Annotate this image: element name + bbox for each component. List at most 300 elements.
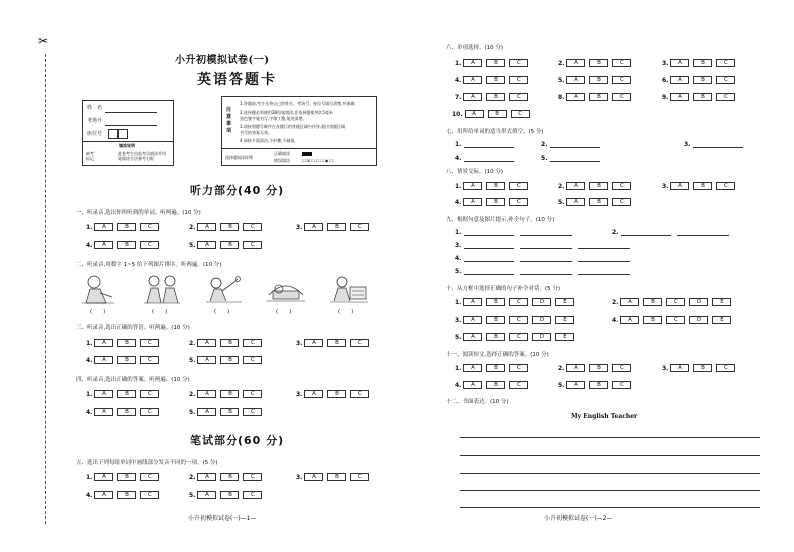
divider (222, 148, 377, 149)
option-a[interactable]: A (304, 339, 323, 347)
order-blank-5[interactable]: ( ) (338, 309, 354, 315)
section-7-title: 七、用所给单词的适当形式填空。(5 分) (446, 129, 544, 135)
q-num: 3. (296, 390, 303, 398)
option-b[interactable]: B (693, 59, 712, 67)
option-b[interactable]: B (486, 93, 505, 101)
q-num: 2. (189, 390, 196, 398)
option-a[interactable]: A (670, 59, 689, 67)
answer-row (86, 223, 163, 231)
answer-row (86, 473, 163, 481)
option-c[interactable]: C (509, 182, 528, 190)
answer-row (189, 408, 266, 416)
option-a[interactable]: A (463, 381, 482, 389)
answer-row (189, 339, 266, 347)
q-num: 5. (189, 356, 196, 364)
answer-row (296, 390, 373, 398)
option-a[interactable]: A (94, 339, 113, 347)
option-e[interactable]: E (555, 316, 574, 324)
option-b[interactable]: B (117, 356, 136, 364)
option-b[interactable]: B (117, 473, 136, 481)
notice-line-1: 1.答题前,考生先将自己的姓名、考场号、座位号填写清楚,并准确 (240, 101, 355, 106)
picture-4 (265, 273, 307, 305)
answer-row (189, 356, 266, 364)
section-8-title: 八、情景交际。(10 分) (446, 169, 504, 175)
option-a[interactable]: A (463, 316, 482, 324)
option-b[interactable]: B (220, 390, 239, 398)
option-a[interactable]: A (197, 223, 216, 231)
option-b[interactable]: B (693, 93, 712, 101)
option-b[interactable]: B (220, 241, 239, 249)
q-num: 1. (455, 182, 462, 190)
option-c[interactable]: C (612, 93, 631, 101)
option-c[interactable]: C (509, 93, 528, 101)
blank-line[interactable] (693, 147, 743, 148)
section-1-title: 一、听录音,选出你所听到的单词。听两遍。(10 分) (76, 210, 201, 216)
section-3-title: 三、听录音,选出正确的答语。听两遍。(10 分) (76, 325, 190, 331)
answer-row (558, 59, 635, 67)
option-c[interactable]: C (140, 390, 159, 398)
written-title: 笔试部分(60 分) (190, 434, 285, 447)
option-b[interactable]: B (117, 408, 136, 416)
option-c[interactable]: C (243, 491, 262, 499)
option-a[interactable]: A (197, 491, 216, 499)
q-num: 4. (455, 76, 462, 84)
option-e[interactable]: E (712, 316, 731, 324)
option-c[interactable]: C (243, 408, 262, 416)
option-a[interactable]: A (620, 298, 639, 306)
option-a[interactable]: A (94, 473, 113, 481)
option-a[interactable]: A (463, 182, 482, 190)
blank-line[interactable] (464, 248, 514, 249)
option-a[interactable]: A (94, 390, 113, 398)
student-info-box (82, 100, 174, 166)
option-b[interactable]: B (693, 76, 712, 84)
option-d[interactable]: D (532, 333, 551, 341)
seat-box-1[interactable] (108, 129, 118, 139)
option-b[interactable]: B (220, 223, 239, 231)
option-b[interactable]: B (486, 381, 505, 389)
option-c[interactable]: C (140, 356, 159, 364)
essay-title: My English Teacher (571, 413, 638, 420)
q-num: 3. (662, 364, 669, 372)
blank-line[interactable] (464, 261, 514, 262)
option-b[interactable]: B (486, 59, 505, 67)
picture-5 (328, 273, 370, 305)
option-c[interactable]: C (612, 364, 631, 372)
q-num: 5. (189, 241, 196, 249)
answer-row (296, 223, 373, 231)
q-num: 5. (455, 268, 462, 275)
q-num: 3. (684, 141, 691, 148)
answer-row (296, 339, 373, 347)
option-a[interactable]: A (670, 182, 689, 190)
option-c[interactable]: C (243, 356, 262, 364)
option-c[interactable]: C (612, 381, 631, 389)
q-num: 3. (296, 339, 303, 347)
option-c[interactable]: C (140, 408, 159, 416)
option-c[interactable]: C (612, 198, 631, 206)
option-a[interactable]: A (463, 59, 482, 67)
option-b[interactable]: B (117, 241, 136, 249)
option-a[interactable]: A (566, 59, 585, 67)
option-c[interactable]: C (509, 59, 528, 67)
option-c[interactable]: C (350, 223, 369, 231)
option-b[interactable]: B (589, 59, 608, 67)
option-a[interactable]: A (197, 241, 216, 249)
option-a[interactable]: A (670, 364, 689, 372)
option-c[interactable]: C (350, 473, 369, 481)
q-num: 5. (558, 381, 565, 389)
option-c[interactable]: C (243, 390, 262, 398)
notice-line-3: 黑色签字笔书写,字体工整,笔迹清楚。 (240, 116, 307, 121)
option-b[interactable]: B (589, 198, 608, 206)
option-c[interactable]: C (716, 76, 735, 84)
page-footer-left: 小升初模拟试卷(一)—1— (188, 515, 257, 522)
blank-line[interactable] (550, 161, 600, 162)
blank-line[interactable] (520, 248, 572, 249)
q-num: 4. (86, 491, 93, 499)
q-num: 3. (662, 59, 669, 67)
exam-no-label: 考场号 (87, 118, 103, 124)
option-e[interactable]: E (555, 298, 574, 306)
q-num: 5. (541, 155, 548, 162)
answer-row (189, 491, 266, 499)
option-b[interactable]: B (589, 381, 608, 389)
writing-line[interactable] (460, 455, 760, 456)
answer-row (455, 364, 532, 372)
option-b[interactable]: B (117, 339, 136, 347)
option-c[interactable]: C (140, 339, 159, 347)
option-b[interactable]: B (486, 76, 505, 84)
answer-row (455, 182, 532, 190)
option-c[interactable]: C (509, 333, 528, 341)
option-b[interactable]: B (327, 339, 346, 347)
option-b[interactable]: B (220, 339, 239, 347)
q-num: 4. (86, 356, 93, 364)
notice-label: 注意事项 (226, 107, 232, 134)
option-b[interactable]: B (117, 390, 136, 398)
name-label: 姓 名 (87, 105, 103, 111)
q-num: 2. (189, 473, 196, 481)
answer-row (558, 182, 635, 190)
option-c[interactable]: C (612, 59, 631, 67)
section-12-title: 十二、书面表达。(10 分) (446, 399, 509, 405)
option-c[interactable]: C (716, 59, 735, 67)
blank-line[interactable] (550, 147, 600, 148)
option-a[interactable]: A (566, 364, 585, 372)
option-a[interactable]: A (94, 223, 113, 231)
blank-line[interactable] (464, 274, 514, 275)
blank-line[interactable] (677, 235, 729, 236)
blank-line[interactable] (520, 235, 572, 236)
answer-row (612, 316, 735, 324)
q-num: 1. (455, 229, 462, 236)
option-a[interactable]: A (197, 408, 216, 416)
option-b[interactable]: B (117, 491, 136, 499)
option-c[interactable]: C (350, 339, 369, 347)
answer-row (86, 491, 163, 499)
option-b[interactable]: B (117, 223, 136, 231)
writing-line[interactable] (460, 507, 760, 508)
option-a[interactable]: A (566, 93, 585, 101)
option-a[interactable]: A (304, 473, 323, 481)
order-blank-2[interactable]: ( ) (152, 309, 168, 315)
seat-box-2[interactable] (118, 129, 128, 139)
option-b[interactable]: B (220, 408, 239, 416)
option-c[interactable]: C (509, 381, 528, 389)
option-b[interactable]: B (589, 364, 608, 372)
option-b[interactable]: B (643, 298, 662, 306)
answer-row (189, 473, 266, 481)
blank-line[interactable] (464, 235, 514, 236)
order-blank-3[interactable]: ( ) (214, 309, 230, 315)
q-num: 9. (662, 93, 669, 101)
option-b[interactable]: B (327, 473, 346, 481)
q-num: 1. (455, 298, 462, 306)
name-field[interactable] (105, 112, 157, 113)
answer-row (86, 390, 163, 398)
q-num: 5. (558, 76, 565, 84)
option-b[interactable]: B (220, 473, 239, 481)
option-a[interactable]: A (463, 93, 482, 101)
answer-row (452, 110, 534, 118)
answer-row (455, 333, 578, 341)
q-num: 10. (452, 110, 463, 118)
q-num: 1. (455, 59, 462, 67)
answer-row (296, 473, 373, 481)
q-num: 1. (86, 473, 93, 481)
exam-title: 小升初模拟试卷(一) (175, 55, 270, 66)
q-num: 4. (86, 241, 93, 249)
answer-row (86, 339, 163, 347)
section-11-title: 十一、阅读短文,选择正确的答案。(10 分) (446, 352, 549, 358)
option-a[interactable]: A (670, 93, 689, 101)
q-num: 1. (455, 141, 462, 148)
answer-row (455, 298, 578, 306)
q-num: 1. (86, 223, 93, 231)
option-a[interactable]: A (566, 182, 585, 190)
writing-line[interactable] (460, 437, 760, 438)
option-c[interactable]: C (140, 491, 159, 499)
answer-row (558, 364, 635, 372)
picture-1 (80, 273, 116, 305)
q-num: 4. (455, 255, 462, 262)
option-c[interactable]: C (140, 473, 159, 481)
option-c[interactable]: C (509, 316, 528, 324)
option-a[interactable]: A (94, 491, 113, 499)
option-b[interactable]: B (220, 491, 239, 499)
notice-line-6: 4.保持卡面清洁,不折叠,不破损。 (240, 138, 299, 143)
answer-row (455, 76, 532, 84)
q-num: 2. (612, 229, 619, 236)
q-num: 5. (455, 333, 462, 341)
option-c[interactable]: C (140, 223, 159, 231)
q-num: 5. (189, 491, 196, 499)
option-b[interactable]: B (220, 356, 239, 364)
option-b[interactable]: B (327, 390, 346, 398)
picture-3 (204, 273, 244, 305)
q-num: 5. (189, 408, 196, 416)
option-d[interactable]: D (689, 316, 708, 324)
blank-line[interactable] (578, 261, 630, 262)
q-num: 5. (558, 198, 565, 206)
option-c[interactable]: C (716, 364, 735, 372)
answer-row (558, 93, 635, 101)
option-a[interactable]: A (463, 364, 482, 372)
wrong-marks: ☐☒☐☐☐◉☐ (302, 158, 335, 163)
q-num: 3. (296, 473, 303, 481)
answer-row (86, 241, 163, 249)
option-c[interactable]: C (612, 182, 631, 190)
option-c[interactable]: C (350, 390, 369, 398)
option-a[interactable]: A (566, 76, 585, 84)
option-b[interactable]: B (486, 198, 505, 206)
option-a[interactable]: A (670, 76, 689, 84)
option-c[interactable]: C (716, 93, 735, 101)
notice-line-4: 3.请按照题号顺序在各题目的答题区域内作答,超出答题区域 (240, 124, 346, 129)
option-a[interactable]: A (197, 339, 216, 347)
q-num: 4. (612, 316, 619, 324)
option-c[interactable]: C (509, 298, 528, 306)
option-b[interactable]: B (643, 316, 662, 324)
option-b[interactable]: B (486, 333, 505, 341)
correct-label: 正确填涂 (274, 151, 290, 156)
option-c[interactable]: C (140, 241, 159, 249)
section-4-title: 四、听录音,选出正确的答案。听两遍。(10 分) (76, 377, 190, 383)
option-c[interactable]: C (612, 76, 631, 84)
answer-row (455, 381, 532, 389)
picture-2 (142, 273, 182, 305)
option-b[interactable]: B (589, 182, 608, 190)
option-a[interactable]: A (463, 333, 482, 341)
q-num: 4. (455, 198, 462, 206)
q-num: 2. (189, 223, 196, 231)
correct-mark (302, 152, 312, 156)
answer-row (662, 76, 739, 84)
blank-line[interactable] (520, 261, 572, 262)
answer-row (558, 76, 635, 84)
option-b[interactable]: B (486, 182, 505, 190)
option-b[interactable]: B (488, 110, 507, 118)
option-b[interactable]: B (486, 364, 505, 372)
answer-row (455, 316, 578, 324)
q-num: 4. (455, 155, 462, 162)
blank-line[interactable] (578, 274, 630, 275)
fill-title: 填涂说明 (119, 143, 135, 148)
option-a[interactable]: A (304, 223, 323, 231)
option-e[interactable]: E (555, 333, 574, 341)
q-num: 2. (558, 59, 565, 67)
answer-row (612, 298, 735, 306)
option-b[interactable]: B (589, 93, 608, 101)
section-6-title: 六、单项选择。(10 分) (446, 45, 504, 51)
q-num: 3. (662, 182, 669, 190)
option-c[interactable]: C (511, 110, 530, 118)
q-num: 6. (662, 76, 669, 84)
scissors-icon: ✂ (38, 34, 49, 48)
option-d[interactable]: D (532, 316, 551, 324)
answer-row (86, 408, 163, 416)
divider (83, 141, 174, 142)
q-num: 4. (455, 381, 462, 389)
blank-line[interactable] (464, 147, 514, 148)
exam-no-field[interactable] (105, 125, 157, 126)
option-b[interactable]: B (589, 76, 608, 84)
option-a[interactable]: A (566, 381, 585, 389)
option-c[interactable]: C (509, 198, 528, 206)
option-a[interactable]: A (463, 298, 482, 306)
answer-row (558, 381, 635, 389)
option-c[interactable]: C (243, 223, 262, 231)
option-c[interactable]: C (666, 316, 685, 324)
section-5-title: 五、选出下列每组单词中画线部分发音不同的一项。(5 分) (76, 460, 218, 466)
q-num: 2. (612, 298, 619, 306)
option-a[interactable]: A (197, 390, 216, 398)
blank-line[interactable] (464, 161, 514, 162)
option-b[interactable]: B (486, 316, 505, 324)
writing-line[interactable] (460, 473, 760, 474)
blank-line[interactable] (520, 274, 572, 275)
q-num: 4. (86, 408, 93, 416)
option-a[interactable]: A (465, 110, 484, 118)
option-a[interactable]: A (94, 356, 113, 364)
option-a[interactable]: A (566, 198, 585, 206)
option-a[interactable]: A (197, 473, 216, 481)
sample-label: 选择题填涂样例 (225, 155, 253, 160)
option-c[interactable]: C (509, 364, 528, 372)
option-a[interactable]: A (463, 198, 482, 206)
order-blank-4[interactable]: ( ) (276, 309, 292, 315)
option-a[interactable]: A (94, 408, 113, 416)
option-a[interactable]: A (620, 316, 639, 324)
option-c[interactable]: C (243, 339, 262, 347)
wrong-label: 错误填涂 (274, 158, 290, 163)
order-blank-1[interactable]: ( ) (90, 309, 106, 315)
seat-label: 座位号 (87, 131, 103, 137)
option-d[interactable]: D (532, 298, 551, 306)
answer-row (558, 198, 635, 206)
notice-line-2: 2.选择题必须使用2B铅笔填涂,非选择题使用0.5毫米 (240, 110, 333, 115)
option-a[interactable]: A (94, 241, 113, 249)
option-c[interactable]: C (243, 473, 262, 481)
fill-text: 缺考 此卷考生由监考员填涂并用 标记 笔填涂方法参考右框 (86, 151, 166, 162)
blank-line[interactable] (578, 248, 630, 249)
answer-row (662, 364, 739, 372)
option-d[interactable]: D (689, 298, 708, 306)
answer-row (662, 182, 739, 190)
writing-line[interactable] (460, 490, 760, 491)
option-b[interactable]: B (327, 223, 346, 231)
option-e[interactable]: E (712, 298, 731, 306)
q-num: 2. (558, 182, 565, 190)
section-10-title: 十、从方框中选择正确的句子补全对话。(5 分) (446, 286, 561, 292)
option-b[interactable]: B (693, 182, 712, 190)
answer-row (662, 93, 739, 101)
option-a[interactable]: A (197, 356, 216, 364)
option-b[interactable]: B (486, 298, 505, 306)
option-c[interactable]: C (666, 298, 685, 306)
notice-box (221, 96, 377, 166)
option-a[interactable]: A (304, 390, 323, 398)
option-c[interactable]: C (716, 182, 735, 190)
option-b[interactable]: B (693, 364, 712, 372)
option-c[interactable]: C (509, 76, 528, 84)
cut-line (45, 54, 46, 524)
q-num: 2. (541, 141, 548, 148)
option-c[interactable]: C (243, 241, 262, 249)
blank-line[interactable] (621, 235, 671, 236)
option-a[interactable]: A (463, 76, 482, 84)
